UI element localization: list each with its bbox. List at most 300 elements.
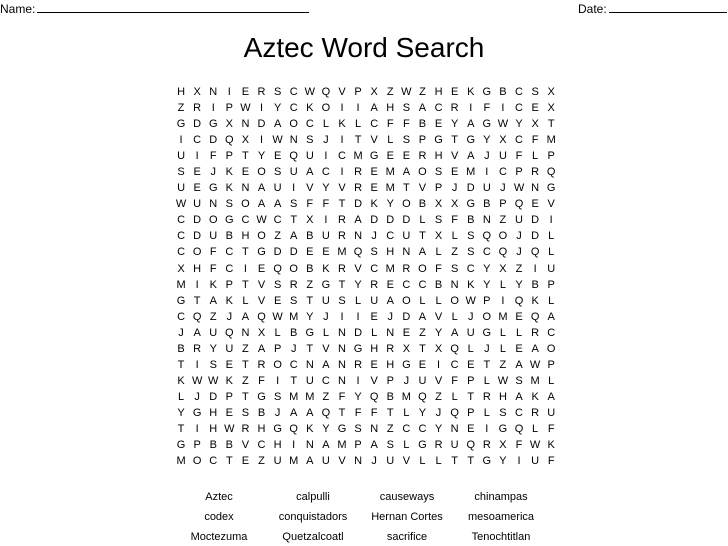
grid-letter: Z — [499, 358, 507, 371]
grid-letter: G — [482, 86, 492, 98]
grid-letter: K — [531, 294, 539, 307]
grid-letter: L — [322, 118, 329, 131]
grid-letter: G — [225, 214, 234, 227]
grid-letter: L — [548, 230, 555, 243]
grid-letter: T — [290, 214, 298, 227]
grid-letter: I — [259, 134, 264, 147]
grid-letter: K — [547, 439, 555, 452]
grid-letter: B — [290, 326, 298, 339]
grid-row — [173, 114, 559, 130]
grid-letter: N — [338, 342, 346, 355]
grid-letter: O — [418, 262, 427, 275]
grid-row — [173, 98, 559, 114]
grid-letter: G — [257, 246, 266, 259]
grid-letter: X — [499, 262, 507, 275]
grid-letter: N — [531, 182, 540, 195]
grid-letter: C — [338, 150, 346, 163]
grid-letter: K — [306, 422, 314, 435]
grid-letter: C — [402, 422, 411, 435]
grid-letter: Y — [434, 422, 443, 435]
grid-letter: N — [354, 230, 363, 243]
grid-letter: Q — [514, 422, 524, 435]
grid-letter: L — [532, 150, 539, 163]
grid-letter: Z — [499, 214, 507, 227]
grid-letter: E — [386, 150, 394, 163]
grid-letter: I — [356, 102, 360, 115]
grid-letter: C — [321, 166, 330, 179]
grid-letter: A — [402, 166, 411, 179]
grid-letter: Z — [242, 342, 249, 355]
grid-letter: I — [501, 102, 505, 115]
grid-row — [173, 178, 559, 194]
grid-letter: C — [418, 278, 427, 291]
grid-letter: V — [338, 455, 346, 468]
grid-letter: V — [434, 310, 443, 323]
grid-letter: A — [467, 118, 475, 131]
grid-letter: T — [242, 278, 249, 291]
grid-letter: G — [402, 358, 411, 371]
grid-letter: V — [418, 182, 427, 195]
grid-letter: Q — [498, 246, 508, 259]
grid-letter: C — [370, 118, 379, 131]
grid-letter: X — [257, 326, 266, 339]
grid-letter: L — [403, 406, 410, 419]
grid-letter: D — [209, 134, 218, 147]
grid-letter: G — [466, 134, 476, 147]
grid-letter: I — [469, 102, 473, 115]
grid-letter: J — [435, 406, 442, 419]
grid-letter: N — [338, 374, 346, 387]
grid-letter: G — [176, 294, 186, 307]
grid-letter: N — [482, 214, 491, 227]
grid-letter: L — [177, 390, 185, 403]
grid-letter: A — [322, 439, 330, 452]
grid-letter: S — [467, 230, 475, 243]
grid-row — [173, 210, 559, 226]
grid-letter: T — [547, 118, 555, 131]
grid-letter: O — [192, 246, 202, 259]
grid-letter: L — [499, 342, 506, 355]
grid-letter: L — [532, 422, 539, 435]
grid-letter: S — [273, 86, 282, 98]
grid-letter: K — [225, 294, 233, 307]
grid-letter: T — [338, 198, 346, 211]
grid-letter: E — [515, 310, 523, 323]
grid-letter: X — [547, 102, 555, 115]
grid-letter: H — [386, 102, 395, 115]
grid-letter: W — [272, 310, 283, 323]
grid-letter: P — [547, 358, 555, 371]
grid-letter: G — [546, 182, 556, 195]
grid-letter: S — [402, 134, 411, 147]
grid-letter: I — [549, 214, 553, 227]
grid-letter: F — [386, 118, 394, 131]
grid-letter: F — [209, 246, 217, 259]
grid-letter: W — [497, 374, 509, 387]
grid-letter: T — [483, 358, 491, 371]
grid-letter: W — [529, 439, 541, 452]
grid-letter: L — [435, 294, 442, 307]
grid-letter: R — [193, 102, 202, 115]
grid-letter: F — [547, 422, 555, 435]
grid-letter: D — [209, 390, 218, 403]
grid-letter: X — [531, 118, 539, 131]
grid-letter: C — [386, 230, 395, 243]
grid-letter: M — [385, 262, 395, 275]
grid-letter: T — [419, 230, 426, 243]
grid-letter: M — [289, 390, 299, 403]
grid-letter: S — [515, 374, 523, 387]
grid-letter: U — [273, 455, 282, 468]
grid-letter: E — [257, 262, 266, 275]
grid-letter: G — [466, 198, 476, 211]
grid-letter: Z — [274, 230, 281, 243]
grid-letter: B — [418, 198, 427, 211]
name-label: Name: — [0, 2, 36, 16]
grid-letter: C — [515, 102, 523, 115]
grid-letter: U — [321, 455, 330, 468]
grid-letter: L — [387, 134, 394, 147]
grid-letter: P — [225, 150, 233, 163]
grid-letter: I — [259, 102, 264, 115]
grid-letter: U — [515, 214, 523, 227]
grid-letter: P — [547, 150, 555, 163]
grid-letter: A — [547, 390, 555, 403]
grid-letter: U — [370, 294, 379, 307]
grid-letter: Q — [530, 246, 540, 259]
grid-letter: S — [241, 406, 250, 419]
grid-letter: I — [292, 182, 296, 195]
grid-letter: P — [467, 406, 475, 419]
grid-letter: U — [225, 342, 234, 355]
grid-letter: A — [273, 118, 282, 131]
grid-letter: F — [209, 262, 217, 275]
word-bank-item: sacrifice — [386, 531, 428, 543]
grid-letter: I — [485, 166, 489, 179]
grid-letter: C — [241, 214, 250, 227]
grid-letter: C — [547, 326, 556, 339]
grid-letter: I — [485, 422, 489, 435]
grid-letter: N — [241, 182, 250, 195]
grid-letter: C — [177, 230, 186, 243]
grid-letter: E — [402, 150, 411, 163]
grid-row — [173, 242, 559, 258]
grid-letter: U — [273, 182, 282, 195]
grid-letter: Y — [177, 406, 185, 419]
grid-letter: T — [242, 358, 249, 371]
grid-row — [173, 355, 559, 371]
grid-letter: T — [419, 342, 426, 355]
grid-letter: Q — [321, 406, 331, 419]
grid-letter: O — [402, 198, 411, 211]
grid-letter: R — [241, 422, 250, 435]
grid-letter: G — [305, 326, 315, 339]
grid-letter: F — [451, 374, 458, 387]
grid-letter: L — [483, 374, 490, 387]
grid-letter: Q — [450, 406, 459, 419]
grid-letter: W — [529, 358, 541, 371]
grid-letter: S — [177, 166, 185, 179]
grid-letter: J — [467, 310, 474, 323]
grid-letter: N — [354, 455, 363, 468]
grid-letter: C — [370, 262, 379, 275]
grid-letter: Q — [482, 230, 492, 243]
grid-letter: L — [419, 294, 426, 307]
letter-grid — [173, 82, 559, 467]
grid-letter: O — [450, 294, 459, 307]
grid-letter: G — [208, 182, 218, 195]
grid-letter: E — [322, 246, 330, 259]
grid-letter: M — [385, 166, 395, 179]
grid-letter: L — [499, 326, 506, 339]
grid-letter: A — [257, 182, 266, 195]
grid-letter: B — [434, 278, 443, 291]
grid-letter: G — [482, 118, 492, 131]
grid-letter: K — [322, 262, 330, 275]
grid-letter: N — [209, 198, 218, 211]
grid-letter: W — [208, 374, 219, 387]
grid-letter: D — [466, 182, 475, 195]
grid-letter: A — [370, 439, 378, 452]
grid-letter: L — [451, 390, 458, 403]
grid-letter: B — [306, 262, 314, 275]
grid-letter: K — [225, 374, 233, 387]
grid-letter: C — [418, 422, 427, 435]
grid-letter: I — [195, 278, 199, 291]
grid-letter: E — [241, 86, 250, 98]
grid-letter: U — [321, 294, 330, 307]
grid-letter: L — [451, 310, 458, 323]
grid-letter: U — [209, 230, 218, 243]
grid-row — [173, 162, 559, 178]
grid-letter: U — [466, 326, 475, 339]
grid-letter: M — [546, 134, 556, 147]
grid-letter: B — [306, 230, 314, 243]
grid-letter: D — [370, 214, 379, 227]
grid-letter: F — [354, 406, 362, 419]
grid-letter: Q — [289, 150, 298, 163]
grid-letter: G — [257, 390, 266, 403]
grid-letter: U — [305, 150, 314, 163]
grid-letter: A — [306, 406, 314, 419]
grid-letter: U — [482, 182, 491, 195]
grid-letter: H — [370, 342, 379, 355]
grid-letter: C — [289, 358, 298, 371]
grid-letter: F — [547, 455, 555, 468]
grid-letter: Q — [353, 246, 363, 259]
grid-letter: B — [483, 198, 491, 211]
grid-letter: B — [257, 406, 266, 419]
grid-letter: S — [499, 406, 507, 419]
grid-letter: A — [370, 102, 378, 115]
grid-row — [173, 259, 559, 275]
grid-letter: N — [305, 358, 314, 371]
grid-letter: G — [369, 150, 379, 163]
grid-letter: R — [386, 342, 395, 355]
grid-letter: X — [193, 86, 201, 98]
grid-letter: X — [499, 439, 507, 452]
grid-letter: R — [354, 358, 363, 371]
grid-letter: F — [209, 150, 217, 163]
grid-letter: C — [177, 214, 186, 227]
grid-letter: L — [499, 278, 506, 291]
grid-letter: H — [434, 150, 443, 163]
grid-letter: A — [418, 102, 427, 115]
grid-letter: I — [211, 102, 215, 115]
grid-letter: C — [193, 134, 202, 147]
grid-letter: X — [450, 198, 459, 211]
grid-letter: A — [450, 326, 459, 339]
grid-letter: G — [498, 422, 508, 435]
grid-letter: Z — [322, 390, 330, 403]
grid-letter: T — [338, 278, 346, 291]
grid-letter: M — [498, 310, 508, 323]
grid-row — [173, 82, 559, 98]
grid-letter: I — [501, 294, 505, 307]
grid-letter: Z — [386, 86, 394, 98]
grid-letter: Z — [419, 86, 426, 98]
grid-letter: L — [483, 406, 490, 419]
grid-letter: Q — [530, 310, 540, 323]
grid-letter: J — [274, 406, 281, 419]
grid-letter: U — [547, 262, 556, 275]
grid-letter: C — [305, 118, 314, 131]
grid-letter: B — [177, 342, 185, 355]
grid-row — [173, 323, 559, 339]
grid-letter: J — [194, 390, 200, 403]
grid-letter: B — [209, 439, 217, 452]
grid-letter: N — [450, 278, 459, 291]
grid-letter: C — [289, 102, 298, 115]
grid-letter: I — [324, 150, 328, 163]
grid-letter: V — [354, 262, 362, 275]
grid-letter: L — [274, 326, 281, 339]
grid-letter: Q — [225, 326, 234, 339]
grid-letter: Q — [418, 390, 427, 403]
grid-letter: E — [273, 294, 282, 307]
grid-letter: F — [451, 214, 458, 227]
grid-letter: T — [177, 358, 185, 371]
grid-letter: Y — [273, 102, 282, 115]
grid-letter: G — [176, 118, 186, 131]
grid-letter: E — [225, 358, 233, 371]
grid-letter: E — [418, 358, 427, 371]
grid-letter: R — [289, 278, 298, 291]
grid-letter: Q — [289, 422, 298, 435]
grid-letter: M — [337, 246, 347, 259]
grid-letter: K — [225, 182, 233, 195]
grid-letter: C — [402, 278, 411, 291]
grid-letter: E — [370, 182, 378, 195]
grid-letter: N — [241, 326, 250, 339]
grid-letter: K — [467, 86, 475, 98]
grid-letter: P — [273, 342, 282, 355]
grid-letter: L — [322, 326, 329, 339]
grid-letter: B — [386, 390, 394, 403]
grid-letter: C — [515, 134, 523, 147]
grid-letter: U — [289, 166, 298, 179]
word-bank — [172, 489, 548, 546]
grid-letter: O — [257, 166, 266, 179]
grid-letter: E — [306, 246, 314, 259]
grid-letter: J — [500, 182, 506, 195]
grid-letter: L — [548, 374, 555, 387]
grid-letter: Z — [242, 374, 249, 387]
grid-row — [173, 435, 559, 451]
grid-letter: C — [209, 455, 218, 468]
grid-letter: C — [515, 86, 523, 98]
grid-letter: G — [192, 406, 202, 419]
grid-letter: Z — [386, 422, 394, 435]
grid-letter: L — [515, 326, 523, 339]
grid-letter: Y — [418, 406, 427, 419]
grid-letter: I — [227, 86, 231, 98]
grid-letter: Y — [386, 198, 394, 211]
grid-letter: N — [289, 134, 298, 147]
grid-letter: K — [467, 278, 475, 291]
grid-letter: S — [386, 439, 394, 452]
word-bank-item: causeways — [379, 491, 435, 503]
grid-letter: R — [482, 390, 491, 403]
grid-letter: B — [225, 439, 233, 452]
grid-letter: Q — [192, 310, 202, 323]
grid-row — [173, 387, 559, 403]
grid-letter: R — [354, 182, 363, 195]
grid-letter: A — [547, 310, 555, 323]
grid-letter: Z — [419, 326, 426, 339]
grid-letter: B — [499, 86, 507, 98]
grid-letter: V — [370, 374, 378, 387]
grid-letter: R — [193, 342, 202, 355]
grid-letter: C — [434, 102, 443, 115]
grid-letter: Y — [483, 278, 491, 291]
grid-letter: A — [257, 198, 266, 211]
grid-letter: Y — [515, 278, 523, 291]
grid-letter: M — [353, 150, 363, 163]
grid-letter: C — [321, 374, 330, 387]
grid-letter: P — [499, 198, 507, 211]
grid-letter: O — [208, 214, 218, 227]
grid-letter: F — [531, 134, 539, 147]
name-field — [0, 2, 309, 16]
grid-letter: E — [193, 182, 201, 195]
grid-letter: X — [499, 134, 507, 147]
grid-letter: L — [435, 455, 442, 468]
grid-letter: B — [225, 230, 233, 243]
grid-letter: H — [434, 86, 443, 98]
grid-letter: E — [241, 455, 250, 468]
grid-letter: Q — [514, 294, 524, 307]
grid-letter: R — [482, 439, 491, 452]
grid-letter: D — [531, 214, 540, 227]
grid-letter: Z — [177, 102, 185, 115]
grid-letter: R — [257, 86, 266, 98]
grid-letter: Y — [434, 326, 443, 339]
date-field — [578, 2, 727, 16]
grid-letter: S — [273, 390, 282, 403]
grid-letter: V — [450, 150, 459, 163]
grid-letter: I — [195, 150, 199, 163]
grid-letter: L — [435, 246, 442, 259]
grid-letter: D — [354, 326, 363, 339]
grid-letter: T — [451, 455, 458, 468]
grid-letter: G — [337, 422, 347, 435]
grid-letter: T — [338, 406, 346, 419]
date-blank-line — [609, 2, 727, 13]
grid-letter: U — [209, 326, 218, 339]
grid-letter: O — [289, 118, 298, 131]
grid-letter: O — [546, 342, 556, 355]
